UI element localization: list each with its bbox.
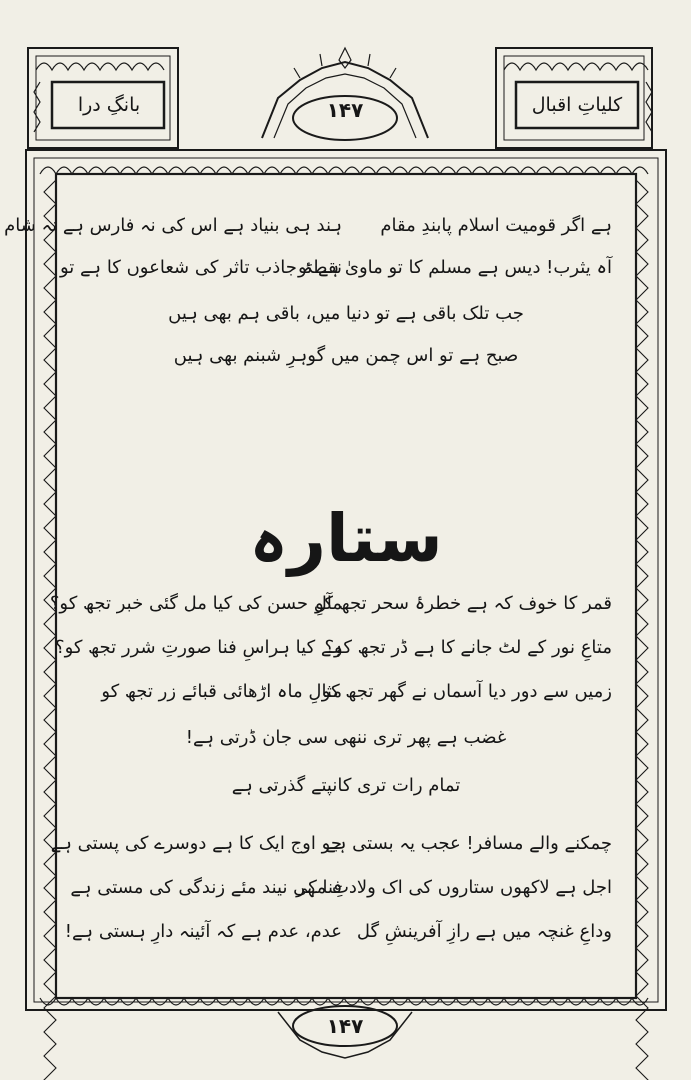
verse-line: جو اوج ایک کا ہے دوسرے کی پستی ہے [50, 833, 342, 854]
verse-line: متاعِ نور کے لٹ جانے کا ہے ڈر تجھ کو؟ [324, 637, 612, 658]
page-number-bottom: ۱۴۷ [326, 1014, 364, 1038]
verse-line: مآلِ حسن کی کیا مل گئی خبر تجھ کو؟ [49, 593, 342, 614]
verse-line: جب تلک باقی ہے تو دنیا میں، باقی ہم بھی ہیں [168, 303, 524, 324]
verse-line: ہند ہی بنیاد ہے اس کی نہ فارس ہے نہ شام [4, 215, 342, 236]
verse-line: قمر کا خوف کہ ہے خطرۂ سحر تجھ کو [315, 593, 612, 614]
verse-line: زمیں سے دور دیا آسماں نے گھر تجھ کو [321, 681, 612, 702]
poem-content [4, 178, 626, 990]
verse-line: آہ یثرب! دیس ہے مسلم کا تو ماویٰ ہے تو [298, 257, 612, 278]
verse-line: نقطۂ جاذب تاثر کی شعاعوں کا ہے تو [59, 257, 342, 278]
verse-line: عدم، عدم ہے کہ آئینہ دارِ ہستی ہے! [64, 921, 342, 942]
verse-line: ہے کیا ہراسِ فنا صورتِ شرر تجھ کو؟ [55, 637, 342, 658]
verse-line: فنا کی نیند مئے زندگی کی مستی ہے [70, 877, 342, 898]
verse-line: غضب ہے پھر تری ننھی سی جان ڈرتی ہے! [185, 727, 507, 748]
verse-line: چمکنے والے مسافر! عجب یہ بستی ہے [325, 833, 612, 854]
section-title: بانگِ درا [77, 94, 141, 116]
verse-line: تمام رات تری کانپتے گذرتی ہے [231, 775, 461, 796]
verse-line: صبح ہے تو اس چمن میں گوہرِ شبنم بھی ہیں [173, 345, 519, 366]
book-title: کلیاتِ اقبال [531, 94, 623, 116]
top-medallion [262, 48, 428, 140]
verse-line: مثالِ ماہ اڑھائی قبائے زر تجھ کو [101, 681, 342, 702]
verse-line: وداعِ غنچہ میں ہے رازِ آفرینشِ گل [356, 921, 612, 942]
verse-line: ہے اگر قومیت اسلام پابندِ مقام [380, 215, 612, 236]
poem-title: ستارہ [249, 500, 443, 577]
page-number-top: ۱۴۷ [326, 98, 364, 122]
verse-line: اجل ہے لاکھوں ستاروں کی اک ولادتِ مہر [296, 877, 612, 898]
